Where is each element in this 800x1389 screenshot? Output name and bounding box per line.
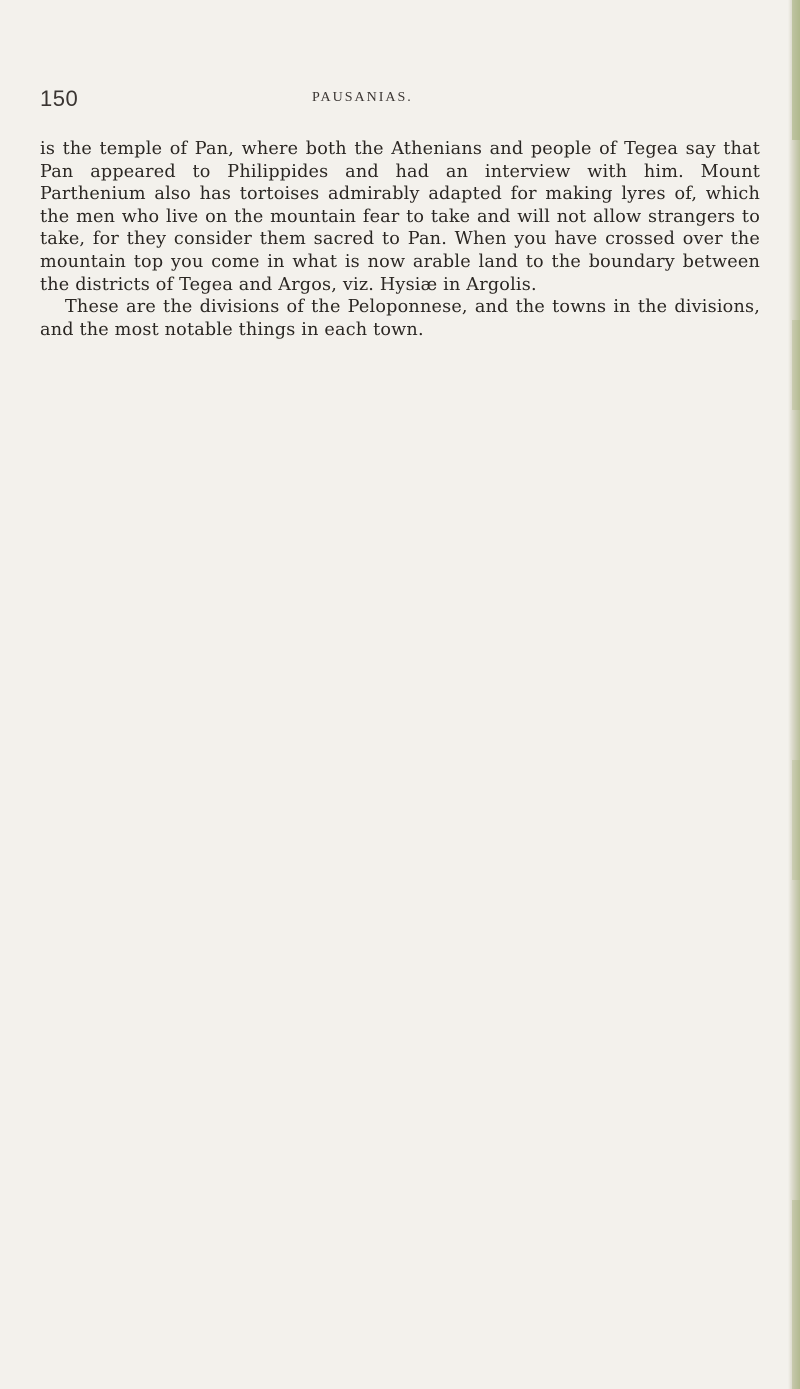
page-number: 150 xyxy=(40,86,79,111)
page-edge-stain xyxy=(792,320,800,410)
page-edge-stain xyxy=(792,0,800,140)
body-text xyxy=(40,138,760,341)
paragraph: These are the divisions of the Peloponnese, and the towns in the divisions, and the most notable things in each town. xyxy=(40,297,760,340)
page-edge-stain xyxy=(792,1200,800,1389)
running-head: PAUSANIAS. xyxy=(312,90,413,105)
page-header xyxy=(40,86,760,114)
paragraph: is the temple of Pan, where both the Athenians and people of Tegea say that Pan appeared to Philippides and had an interview with him. Mount Parthenium also has tortoises admirably adapted for making lyres of, which the men who live on the mountain fear to take and will not allow strangers to take, for they consider them sacred to Pan. When you have crossed over the mountain top you come in what is now arable land to the boundary between the districts of Tegea and Argos, viz. Hysiæ in Argolis. xyxy=(40,139,760,295)
page-edge-shading xyxy=(788,0,800,1389)
page-edge-stain xyxy=(792,760,800,880)
